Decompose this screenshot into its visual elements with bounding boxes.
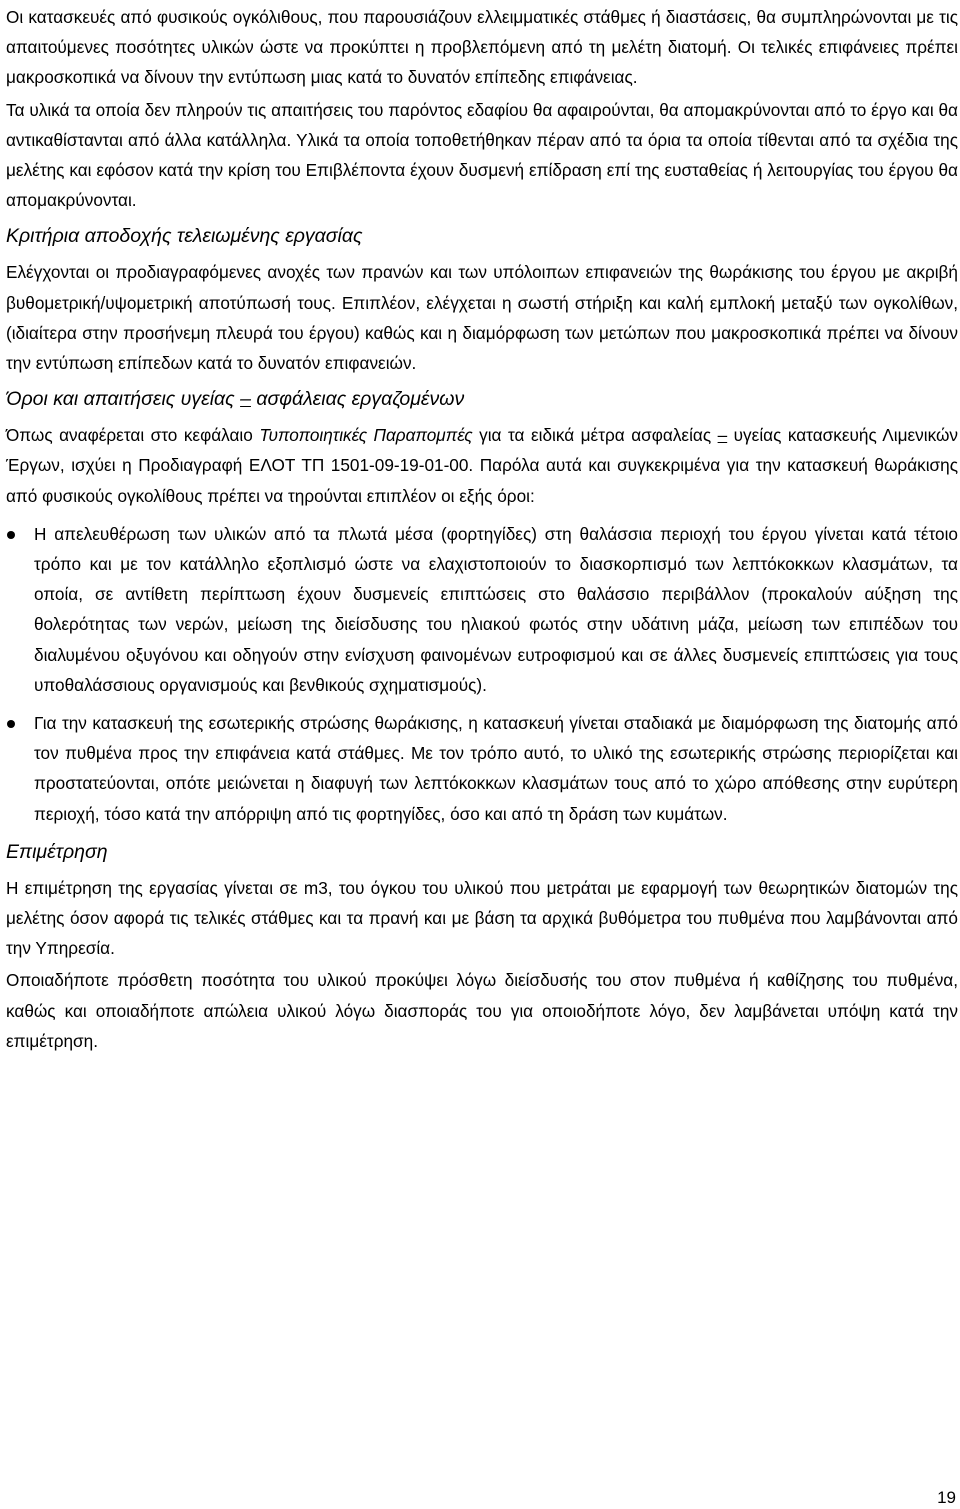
heading-acceptance-criteria: Κριτήρια αποδοχής τελειωμένης εργασίας — [6, 225, 363, 248]
list-item-text: Η απελευθέρωση των υλικών από τα πλωτά μέσα (φορτηγίδες) στη θαλάσσια περιοχή του έργου γίνεται κατά τέτοιο τρόπο και με τον κατάλληλο εξοπλισμό ώστε να ελαχιστοποιούν το διασκορπισμό των λεπτόκοκκων κλασμάτων, τα οποία, σε αντίθετη περίπτωση έχουν δυσμενείς επιπτώσεις στο θαλάσσιο περιβάλλον (προκαλούν αύξηση της θολερότητας των νερών, μείωση της διείσδυσης του ηλιακού φωτός στην υδάτινη μάζα, μείωση των επιπέδων του διαλυμένου οξυγόνου και οδηγούν στην ενίσχυση φαινομένων ευτροφισμού και σε άλλες δυσμενείς επιπτώσεις για τους υποθαλάσσιους οργανισμούς και βενθικούς σχηματισμούς). — [34, 523, 958, 695]
heading-health-safety-part1: Όροι και απαιτήσεις υγείας — [6, 388, 241, 411]
paragraph-measurement-volume: Η επιμέτρηση της εργασίας γίνεται σε m3, του όγκου του υλικού που μετράται με εφαρμογή των θεωρητικών διατομών της μελέτης όσον αφορά τις τελικές στάθμες και τα πρανή και με βάση τα αρχικά βυθόμετρα του πυθμένα που λαμβάνονται από την Υπηρεσία. — [6, 877, 958, 959]
heading-measurement: Επιμέτρηση — [6, 840, 108, 863]
list-item-text: Για την κατασκευή της εσωτερικής στρώσης θωράκισης, η κατασκευή γίνεται σταδιακά με διαμόρφωση της διατομής από τον πυθμένα προς την επιφάνεια κατά στάθμες. Με τον τρόπο αυτό, το υλικό της εσωτερικής στρώσης περιορίζεται και προστατεύονται, οπότε μειώνεται η διαφυγή των λεπτόκοκκων κλασμάτων τους από το χώρο απόθεσης στην ευρύτερη περιοχή, τόσο κατά την απόρριψη από τις φορτηγίδες, όσο και από τη δράση των κυμάτων. — [34, 713, 958, 824]
bullet-icon — [7, 531, 15, 539]
heading-health-safety-part2: ασφάλειας εργαζομένων — [250, 388, 465, 411]
intro-text-c: υγείας κατασκευής Λιμενικών Έργων, ισχύει η Προδιαγραφή ΕΛΟΤ ΤΠ 1501-09-19-01-00. Παρόλα αυτά και συγκεκριμένα για την κατασκευή θωράκισης από φυσικούς ογκολίθους πρέπει να τηρούνται επιπλέον οι εξής όροι: — [6, 425, 958, 506]
list-item — [6, 708, 958, 829]
intro-text-b: για τα ειδικά μέτρα ασφαλείας — [472, 425, 718, 446]
paragraph-deficient-sections: Οι κατασκευές από φυσικούς ογκόλιθους, που παρουσιάζουν ελλειμματικές στάθμες ή διαστάσεις, θα συμπληρώνονται με τις απαιτούμενες ποσότητες υλικών ώστε να προκύπτει η προβλεπόμενη από τη μελέτη διατομή. Οι τελικές επιφάνειες πρέπει μακροσκοπικά να δίνουν την εντύπωση μιας κατά το δυνατόν επίπεδης επιφάνειας. — [6, 7, 958, 88]
intro-dash: – — [717, 425, 728, 446]
page-number: 19 — [937, 1488, 956, 1507]
paragraph-rejected-materials: Τα υλικά τα οποία δεν πληρούν τις απαιτήσεις του παρόντος εδαφίου θα αφαιρούνται, θα απομακρύνονται από το έργο και θα αντικαθίστανται από άλλα κατάλληλα. Υλικά τα οποία τοποθετήθηκαν πέραν από τα όρια τα οποία τίθενται από τα σχέδια της μελέτης και εφόσον κατά την κρίση του Επιβλέποντα έχουν δυσμενή επίδραση επί της ευσταθείας ή λειτουργίας του έργου θα απομακρύνονται. — [6, 99, 958, 211]
intro-reference-italic: Τυποποιητικές Παραπομπές — [259, 425, 473, 446]
safety-conditions-list — [6, 519, 958, 829]
list-item — [6, 519, 958, 700]
paragraph-health-safety-intro — [6, 418, 958, 511]
document-page — [6, 0, 958, 1056]
heading-health-safety — [6, 384, 958, 414]
intro-text-a: Όπως αναφέρεται στο κεφάλαιο — [6, 425, 260, 446]
paragraph-measurement-losses: Οποιαδήποτε πρόσθετη ποσότητα του υλικού προκύψει λόγω διείσδυσής του στον πυθμένα ή καθίζησης του πυθμένα, καθώς και οποιαδήποτε απώλεια υλικού λόγω διασποράς του για οποιοδήποτε λόγο, δεν λαμβάνεται υπόψη κατά την επιμέτρηση. — [6, 970, 958, 1051]
paragraph-acceptance-criteria: Ελέγχονται οι προδιαγραφόμενες ανοχές των πρανών και των υπόλοιπων επιφανειών της θωράκισης του έργου με ακριβή βυθομετρική/υψομετρική αποτύπωσή τους. Επιπλέον, ελέγχεται η σωστή στήριξη και καλή εμπλοκή μεταξύ των ογκολίθων, (ιδιαίτερα στην προσήνεμη πλευρά του έργου) καθώς και η διαμόρφωση των μετώπων που μακροσκοπικά πρέπει να δίνουν την εντύπωση επίπεδων κατά το δυνατόν επιφανειών. — [6, 262, 958, 374]
heading-health-safety-dash: – — [240, 388, 251, 411]
bullet-icon — [7, 720, 15, 728]
